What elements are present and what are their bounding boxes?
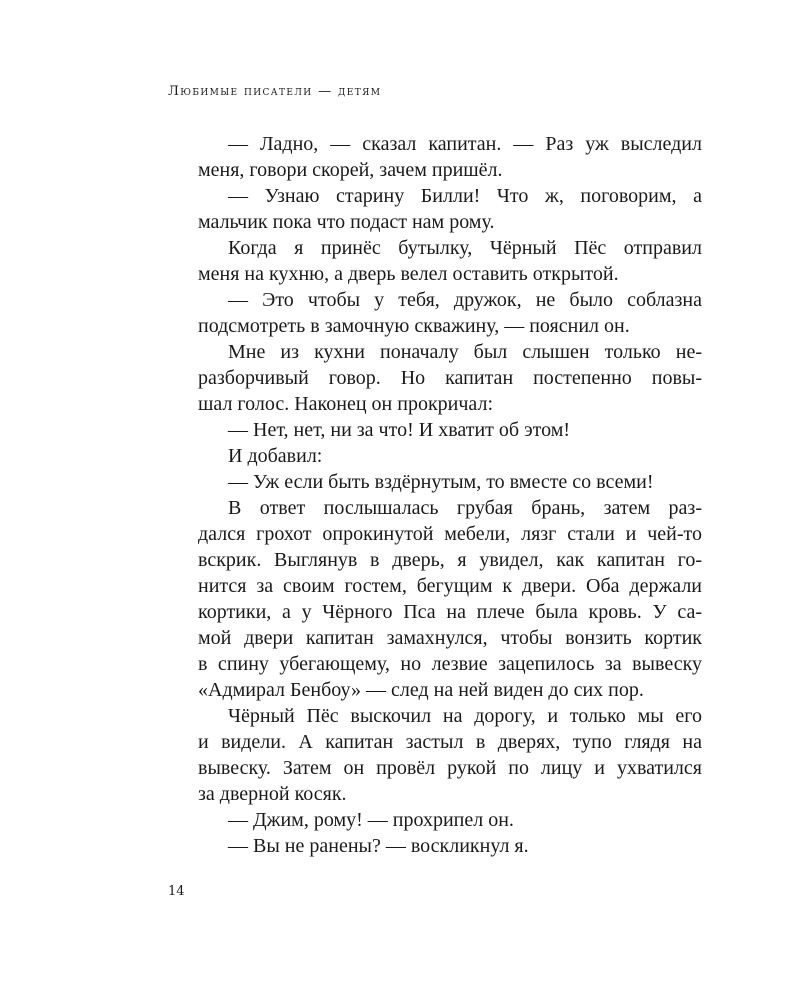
text-line: в спину убегающему, но лезвие зацепилось за вывеску xyxy=(198,653,702,675)
page-number: 14 xyxy=(168,884,185,899)
body-text xyxy=(198,131,702,859)
text-line: — Вы не ранены? — воскликнул я. xyxy=(228,835,529,857)
text-line: — Узнаю старину Билли! Что ж, поговорим, а xyxy=(228,185,702,207)
text-line: Когда я принёс бутылку, Чёрный Пёс отправил xyxy=(228,237,702,259)
text-line: — Джим, рому! — прохрипел он. xyxy=(228,809,514,831)
text-line: и видели. А капитан застыл в дверях, тупо глядя на xyxy=(198,731,702,753)
text-line: Чёрный Пёс выскочил на дорогу, и только мы его xyxy=(228,705,702,727)
text-line: И добавил: xyxy=(228,445,323,467)
text-line: — Ладно, — сказал капитан. — Раз уж выследил xyxy=(228,133,702,155)
text-line: Мне из кухни поначалу был слышен только не- xyxy=(228,341,702,363)
running-head: Любимые писатели — детям xyxy=(168,84,382,99)
text-line: нится за своим гостем, бегущим к двери. Оба держали xyxy=(198,575,702,597)
text-line: меня, говори скорей, зачем пришёл. xyxy=(198,159,503,181)
text-line: за дверной косяк. xyxy=(198,783,347,805)
text-line: мальчик пока что подаст нам рому. xyxy=(198,211,495,233)
text-line: В ответ послышалась грубая брань, затем раз- xyxy=(228,497,702,519)
text-line: разборчивый говор. Но капитан постепенно повы- xyxy=(198,367,702,389)
text-line: дался грохот опрокинутой мебели, лязг стали и чей-то xyxy=(198,523,702,545)
text-line: вскрик. Выглянув в дверь, я увидел, как капитан го- xyxy=(198,549,702,571)
text-line: мой двери капитан замахнулся, чтобы вонзить кортик xyxy=(198,627,702,649)
text-line: — Это чтобы у тебя, дружок, не было соблазна xyxy=(228,289,702,311)
text-line: кортики, а у Чёрного Пса на плече была кровь. У са- xyxy=(198,601,702,623)
text-line: подсмотреть в замочную скважину, — пояснил он. xyxy=(198,315,630,337)
text-line: — Нет, нет, ни за что! И хватит об этом! xyxy=(228,419,571,441)
text-line: шал голос. Наконец он прокричал: xyxy=(198,393,494,415)
text-line: вывеску. Затем он провёл рукой по лицу и ухватился xyxy=(198,757,702,779)
text-line: меня на кухню, а дверь велел оставить открытой. xyxy=(198,263,619,285)
text-line: — Уж если быть вздёрнутым, то вместе со всеми! xyxy=(228,471,654,493)
text-line: «Адмирал Бенбоу» — след на ней виден до сих пор. xyxy=(198,679,644,701)
